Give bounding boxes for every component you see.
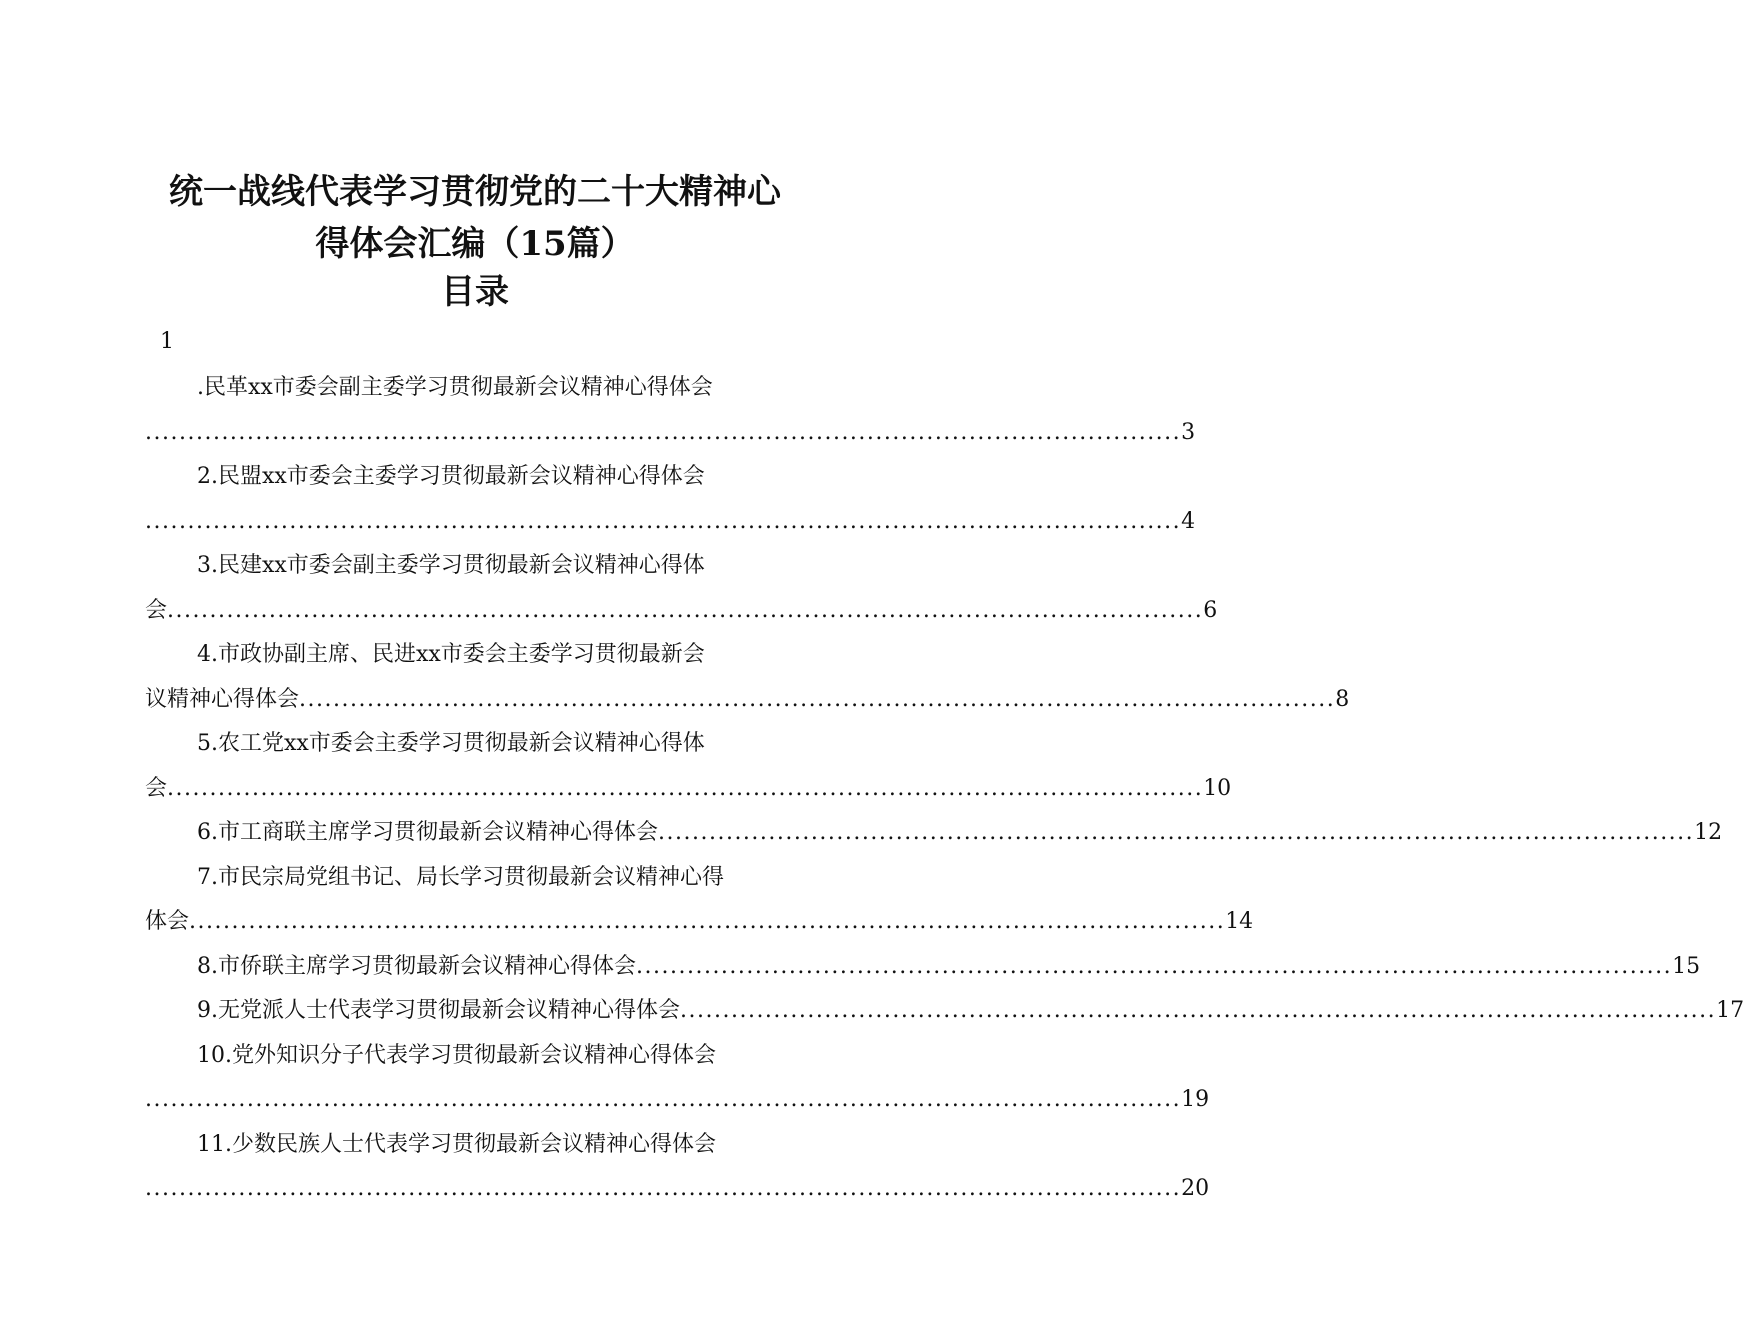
document-title-line-1: 统一战线代表学习贯彻党的二十大精神心 (169, 172, 781, 212)
toc-entry-2-line-1[interactable] (145, 455, 805, 500)
toc-entry-3-line-1[interactable] (145, 544, 805, 589)
toc-entry-11-line-2[interactable] (145, 1167, 1210, 1212)
toc-entry-11-page: 20 (1181, 1176, 1210, 1201)
toc-entry-6-line-1[interactable] (145, 811, 1723, 856)
toc-entry-4-line-2[interactable] (145, 678, 1350, 723)
toc-entry-10-page: 19 (1181, 1087, 1210, 1112)
toc-entry-7-title: 7.市民宗局党组书记、局长学习贯彻最新会议精神心得 (197, 864, 724, 890)
toc-entry-3-title-cont: 会 (145, 597, 168, 623)
toc-entry-9-page: 17 (1716, 998, 1744, 1023)
toc-stray-number: 1 (160, 329, 174, 354)
toc-entry-5-line-2[interactable] (145, 767, 1232, 812)
toc-entry-7-line-2[interactable] (145, 900, 1254, 945)
toc-entry-10-line-2[interactable] (145, 1078, 1210, 1123)
toc-entry-3-line-2[interactable] (145, 589, 1218, 634)
toc-entry-10-title: 10.党外知识分子代表学习贯彻最新会议精神心得体会 (197, 1042, 716, 1068)
toc-entry-4-title: 4.市政协副主席、民进xx市委会主委学习贯彻最新会 (197, 642, 705, 667)
toc-entry-1-title: .民革xx市委会副主委学习贯彻最新会议精神心得体会 (197, 375, 713, 400)
toc-leader-dots: .......................................................................................................................... (680, 998, 1717, 1023)
toc-entry-7-page: 14 (1225, 909, 1254, 934)
toc-entry-10-line-1[interactable] (145, 1034, 805, 1079)
toc-entry-6-title: 6.市工商联主席学习贯彻最新会议精神心得体会 (197, 820, 658, 845)
toc-entry-9-title: 9.无党派人士代表学习贯彻最新会议精神心得体会 (197, 998, 680, 1023)
toc-entry-8-page: 15 (1672, 953, 1701, 979)
toc-entry-2-title: 2.民盟xx市委会主委学习贯彻最新会议精神心得体会 (197, 464, 705, 489)
toc-entry-6-page: 12 (1694, 820, 1723, 845)
toc-heading: 目录 (441, 272, 509, 312)
toc-entry-5-page: 10 (1203, 775, 1232, 801)
toc-entry-1-page: 3 (1181, 419, 1196, 445)
toc-entry-4-line-1[interactable] (145, 633, 805, 678)
toc-leader-dots: .......................................................................................................................... (145, 1176, 1182, 1201)
toc-entry-11-line-1[interactable] (145, 1123, 805, 1168)
toc-entry-1-line-2[interactable] (145, 411, 1196, 456)
toc-entry-5-title-cont: 会 (145, 775, 168, 801)
toc-entry-5-line-1[interactable] (145, 722, 805, 767)
toc-entry-5-title: 5.农工党xx市委会主委学习贯彻最新会议精神心得体 (197, 731, 705, 756)
toc-entry-2-line-2[interactable] (145, 500, 1196, 545)
toc-leader-dots: .......................................................................................................................... (145, 419, 1182, 445)
toc-leader-dots: .......................................................................................................................... (299, 686, 1336, 712)
toc-entry-8-title: 8.市侨联主席学习贯彻最新会议精神心得体会 (197, 953, 636, 979)
table-of-contents (145, 366, 1744, 1212)
toc-leader-dots: .......................................................................................................................... (167, 775, 1204, 801)
toc-leader-dots: .......................................................................................................................... (658, 820, 1695, 845)
document-title-line-2: 得体会汇编（15篇） (315, 224, 635, 264)
toc-leader-dots: .......................................................................................................................... (636, 953, 1673, 979)
toc-leader-dots: .......................................................................................................................... (145, 508, 1182, 534)
toc-leader-dots: .......................................................................................................................... (145, 1087, 1182, 1112)
toc-entry-7-title-cont: 体会 (145, 909, 190, 934)
toc-entry-9-line-1[interactable] (145, 989, 1744, 1034)
toc-entry-3-title: 3.民建xx市委会副主委学习贯彻最新会议精神心得体 (197, 553, 705, 578)
toc-entry-3-page: 6 (1203, 597, 1218, 623)
toc-entry-11-title: 11.少数民族人士代表学习贯彻最新会议精神心得体会 (197, 1131, 716, 1157)
toc-entry-7-line-1[interactable] (145, 856, 805, 901)
toc-leader-dots: .......................................................................................................................... (189, 909, 1226, 934)
toc-entry-4-page: 8 (1335, 686, 1350, 712)
toc-entry-4-title-cont: 议精神心得体会 (145, 686, 300, 712)
toc-entry-1-line-1[interactable] (145, 366, 805, 411)
toc-entry-8-line-1[interactable] (145, 945, 1701, 990)
toc-leader-dots: .......................................................................................................................... (167, 597, 1204, 623)
toc-entry-2-page: 4 (1181, 508, 1196, 534)
